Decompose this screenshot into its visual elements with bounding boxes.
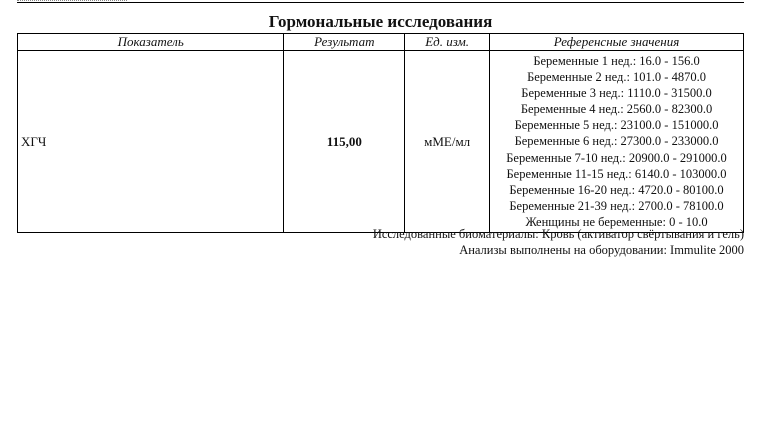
reference-line: Беременные 16-20 нед.: 4720.0 - 80100.0 xyxy=(509,182,724,197)
table-header-row xyxy=(18,34,744,51)
reference-line: Беременные 5 нед.: 23100.0 - 151000.0 xyxy=(514,118,719,133)
column-header-result: Результат xyxy=(284,34,405,51)
test-name-cell: ХГЧ xyxy=(18,51,284,233)
equipment-note: Анализы выполнены на оборудовании: Immulite 2000 xyxy=(459,243,744,257)
results-table xyxy=(17,33,744,233)
test-result-cell: 115,00 xyxy=(284,51,405,233)
reference-line: Беременные 1 нед.: 16.0 - 156.0 xyxy=(533,54,700,68)
reference-line: Беременные 6 нед.: 27300.0 - 233000.0 xyxy=(514,134,719,149)
reference-line: Беременные 11-15 нед.: 6140.0 - 103000.0 xyxy=(506,166,727,181)
reference-values-cell xyxy=(490,51,744,233)
reference-line: Беременные 3 нед.: 1110.0 - 31500.0 xyxy=(521,86,712,101)
reference-line: Беременные 7-10 нед.: 20900.0 - 291000.0 xyxy=(506,150,727,165)
column-header-name: Показатель xyxy=(18,34,284,51)
test-unit-cell: мМЕ/мл xyxy=(405,51,490,233)
reference-line: Беременные 2 нед.: 101.0 - 4870.0 xyxy=(527,70,706,85)
reference-line: Женщины не беременные: 0 - 10.0 xyxy=(525,214,708,229)
column-header-unit: Ед. изм. xyxy=(405,34,490,51)
reference-line: Беременные 4 нед.: 2560.0 - 82300.0 xyxy=(520,102,713,117)
column-header-reference: Референсные значения xyxy=(490,34,744,51)
section-title: Гормональные исследования xyxy=(268,12,493,31)
biomaterial-note: Исследованные биоматериалы: Кровь (активатор свёртывания и гель) xyxy=(372,227,744,241)
reference-line: Беременные 21-39 нед.: 2700.0 - 78100.0 xyxy=(509,198,724,213)
top-divider xyxy=(17,2,744,3)
table-row xyxy=(18,51,744,233)
